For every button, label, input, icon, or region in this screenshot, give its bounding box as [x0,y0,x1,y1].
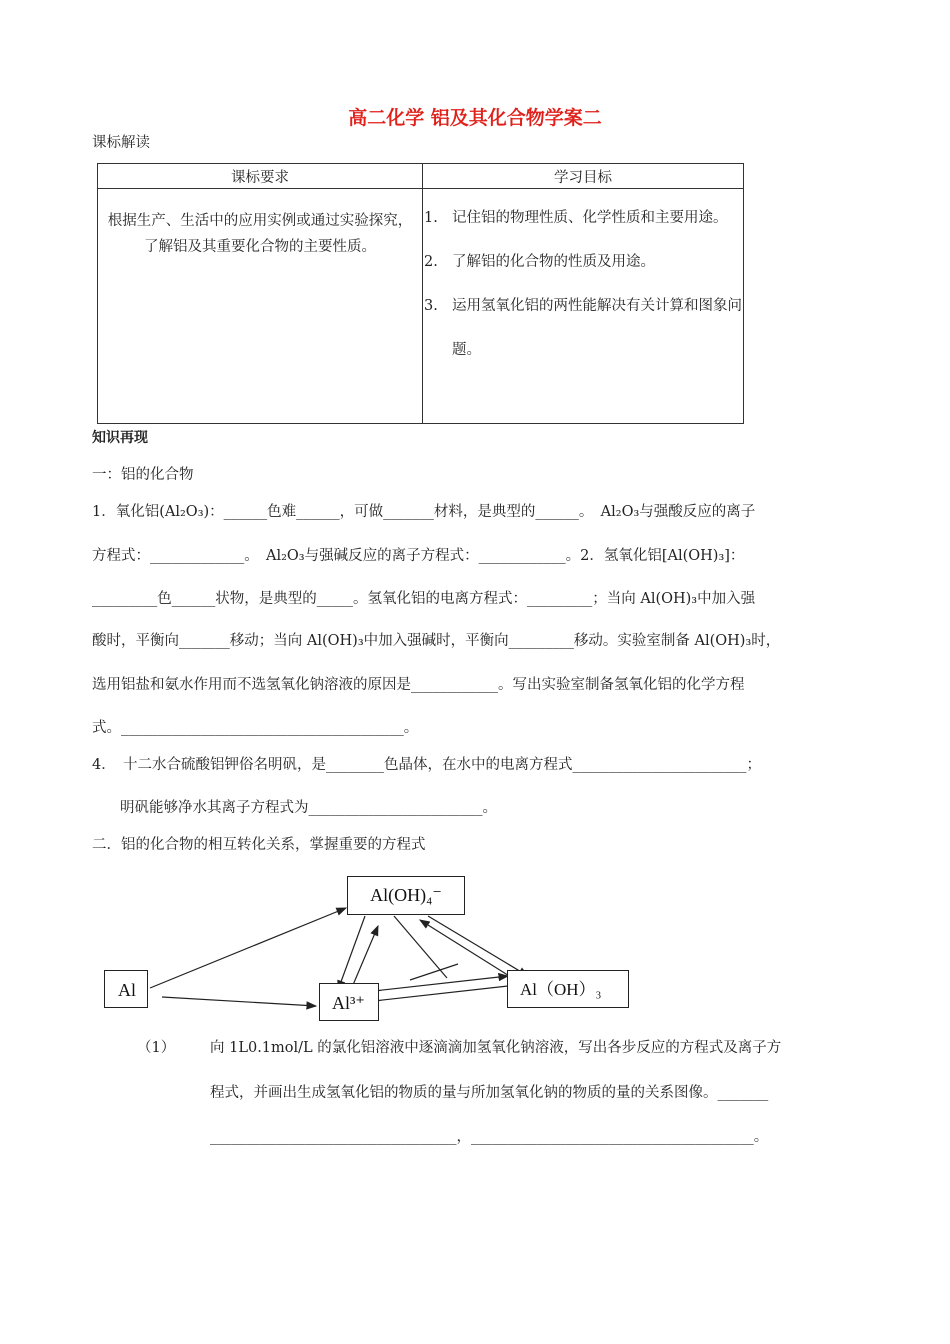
question-number: （1） [137,1040,176,1056]
goal-item: 2. 了解铝的化合物的性质及用途。 [424,254,655,270]
question-line-1: 向 1L0.1mol/L 的氯化铝溶液中逐滴滴加氢氧化钠溶液，写出各步反应的方程式及离子方 [210,1040,782,1056]
text-line-2: 方程式：_____________。 Al₂O₃与强碱反应的离子方程式：____________。2．氢氧化铝[Al(OH)₃]： [92,548,745,564]
box-al3: Al³⁺ [319,983,379,1021]
box-al: Al [104,970,148,1008]
arrow-aloh4-to-al3 [338,916,365,990]
part1-heading: 一：铝的化合物 [92,467,194,483]
connector-line [394,916,447,978]
text-line-6: 式。_______________________________________。 [92,720,419,736]
box-aloh3: Al（OH）₃ [507,970,629,1008]
text-line-5: 选用铝盐和氨水作用而不选氢氧化钠溶液的原因是____________。写出实验室制备氢氧化铝的化学方程 [92,677,745,693]
text-line-7: 4． 十二水合硫酸铝钾俗名明矾，是________色晶体，在水中的电离方程式________________________； [92,757,761,773]
knowledge-heading: 知识再现 [92,430,148,446]
question-line-3: __________________________________，_______________________________________。 [210,1129,769,1145]
section-interpret: 课标解读 [92,135,150,151]
arrow-aloh4-to-aloh3 [428,916,528,976]
arrow-al-to-aloh4 [150,908,346,988]
goals-list [424,190,742,372]
goal-item: 3. 运用氢氧化铝的两性能解决有关计算和图象问题。 [424,298,742,358]
text-line-4: 酸时，平衡向_______移动；当向 Al(OH)₃中加入强碱时，平衡向_________移动。实验室制备 Al(OH)₃时， [92,633,781,649]
goal-item: 1. 记住铝的物理性质、化学性质和主要用途。 [424,210,728,226]
page-title: 高二化学 铝及其化合物学案二 [348,107,602,129]
part2-heading: 二．铝的化合物的相互转化关系，掌握重要的方程式 [92,837,426,853]
conversion-diagram [0,860,950,1040]
table-header-requirement: 课标要求 [98,164,423,189]
standards-table [97,163,744,424]
connector-line [410,964,458,980]
box-aloh4: Al(OH)₄⁻ [347,876,465,915]
question-line-2: 程式，并画出生成氢氧化铝的物质的量与所加氢氧化钠的物质的量的关系图像。_______ [210,1085,769,1101]
requirement-text: 根据生产、生活中的应用实例或通过实验探究，了解铝及其重要化合物的主要性质。 [107,213,413,255]
table-header-goals: 学习目标 [423,164,744,189]
text-line-8: 明矾能够净水其离子方程式为________________________。 [120,800,497,816]
arrow-al-to-al3 [162,997,316,1006]
text-line-1: 1．氧化铝(Al₂O₃)：______色难______，可做_______材料，是典型的______。 Al₂O₃与强酸反应的离子 [92,504,756,520]
text-line-3: _________色______状物，是典型的_____。氢氧化铝的电离方程式：_________；当向 Al(OH)₃中加入强 [92,591,756,607]
